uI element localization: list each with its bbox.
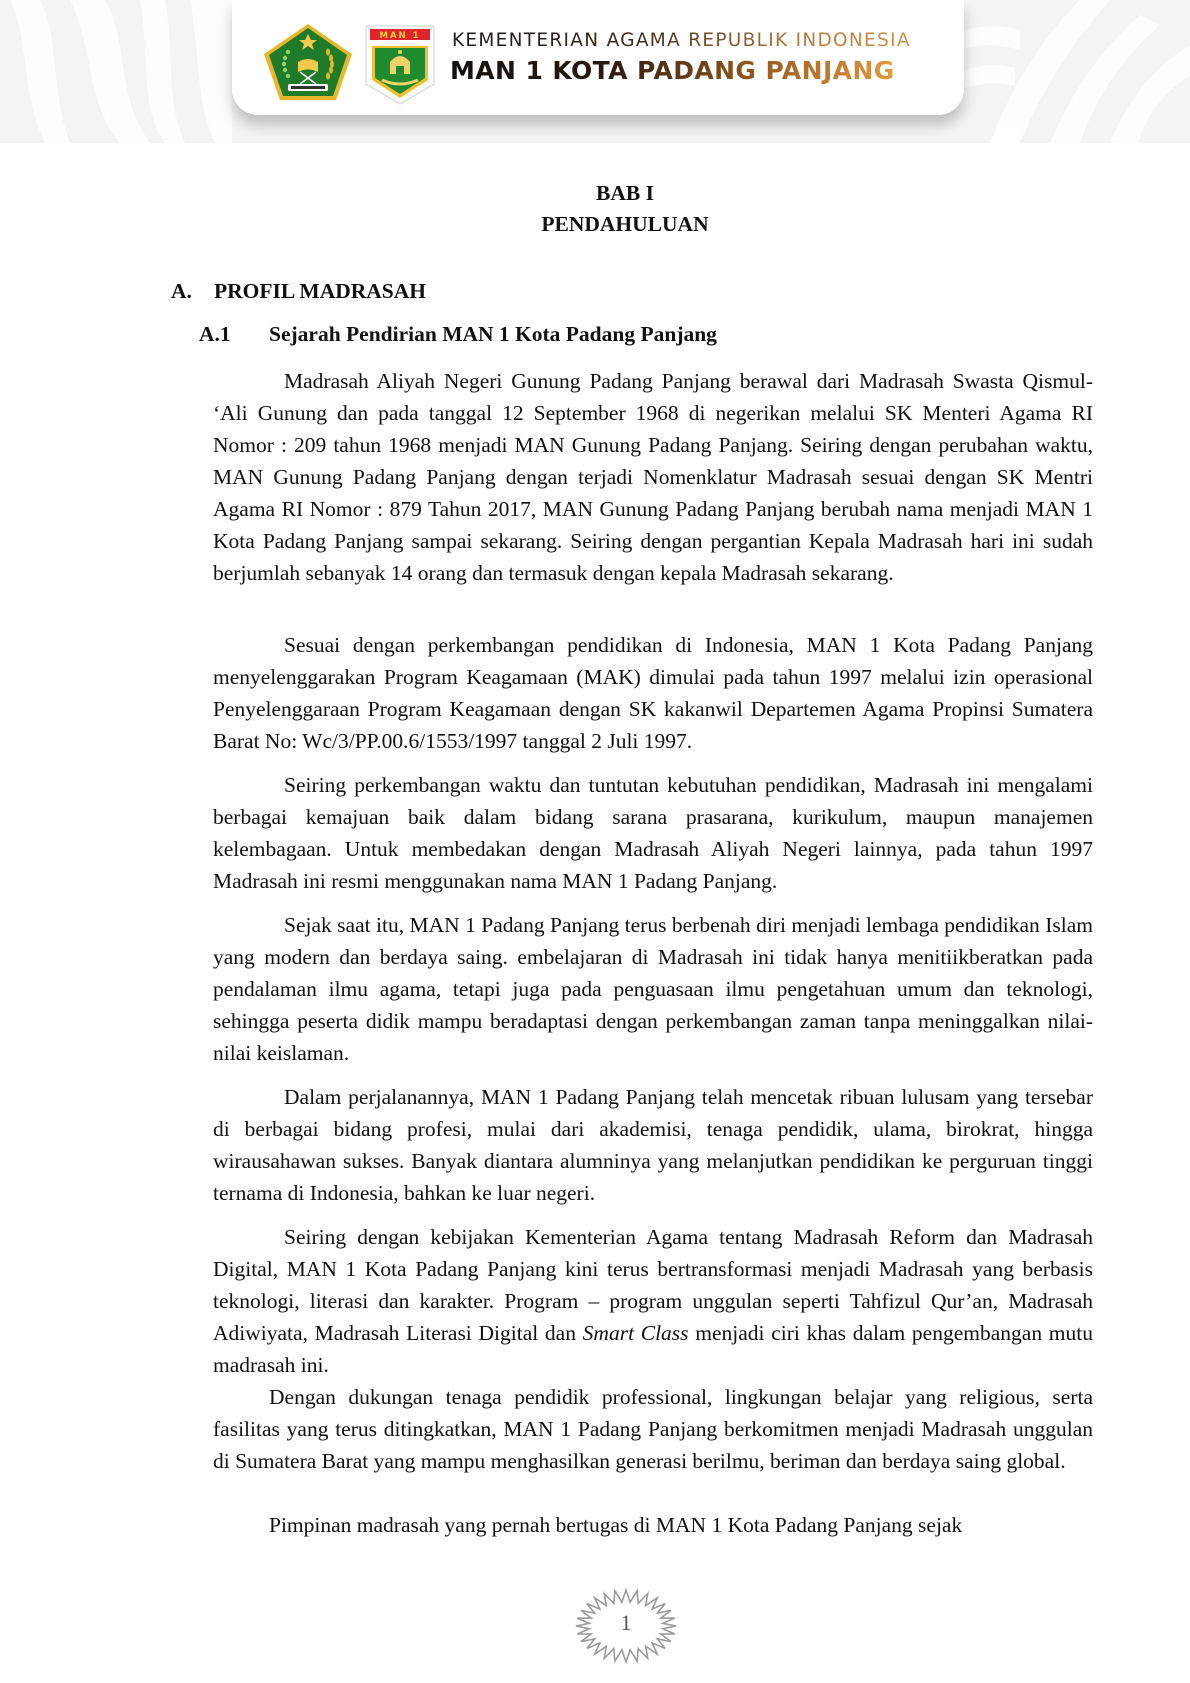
- section-number: A.: [171, 279, 192, 303]
- section-heading: [171, 279, 426, 304]
- paragraph: [213, 1221, 1093, 1381]
- man1-emblem-icon: [362, 22, 438, 106]
- subsection-heading: [199, 322, 717, 347]
- paragraph: [213, 365, 1093, 589]
- section-title: PROFIL MADRASAH: [214, 279, 427, 303]
- paragraph-text: menjadi ciri khas dalam pengembangan mutu madrasah ini.: [213, 1321, 1093, 1377]
- svg-text:MAN 1: MAN 1: [379, 31, 421, 41]
- paragraph-text: Sejak saat itu, MAN 1 Padang Panjang terus berbenah diri menjadi lembaga pendidikan Islam yang modern dan berdaya saing. embelajaran di Madrasah ini tidak hanya menitiikberatkan pada pendalaman ilmu agama, tetapi juga pada penguasaan ilmu pengetahuan umum dan teknologi, sehingga peserta didik mampu beradaptasi dengan perkembangan zaman tanpa meninggalkan nilai-nilai keislaman.: [213, 913, 1093, 1065]
- page-number: 1: [620, 1610, 632, 1635]
- paragraph: [213, 1509, 1093, 1541]
- paragraph-text: Dengan dukungan tenaga pendidik professional, lingkungan belajar yang religious, serta fasilitas yang terus ditingkatkan, MAN 1 Padang Panjang berkomitmen menjadi Madrasah unggulan di Sumatera Barat yang mampu menghasilkan generasi berilmu, beriman dan berdaya saing global.: [213, 1385, 1093, 1473]
- ministry-name: KEMENTERIAN AGAMA REPUBLIK INDONESIA: [452, 30, 911, 51]
- paragraph: [213, 1081, 1093, 1209]
- paragraph-text: Sesuai dengan perkembangan pendidikan di Indonesia, MAN 1 Kota Padang Panjang menyelenggarakan Program Keagamaan (MAK) dimulai pada tahun 1997 melalui izin operasional Penyelenggaraan Program Keagamaan dengan SK kakanwil Departemen Agama Propinsi Sumatera Barat No: Wc/3/PP.00.6/1553/1997 tanggal 2 Juli 1997.: [213, 633, 1093, 753]
- school-name: MAN 1 KOTA PADANG PANJANG: [450, 56, 895, 85]
- paragraph: [213, 909, 1093, 1069]
- subsection-title: Sejarah Pendirian MAN 1 Kota Padang Panjang: [269, 322, 717, 346]
- subsection-number: A.1: [199, 322, 231, 346]
- paragraph: [213, 629, 1093, 757]
- chapter-title: PENDAHULUAN: [541, 212, 709, 236]
- paragraph-text: Dalam perjalanannya, MAN 1 Padang Panjang telah mencetak ribuan lulusam yang tersebar di berbagai bidang profesi, mulai dari akademisi, tenaga pendidik, ulama, birokrat, hingga wirausahawan sukses. Banyak diantara alumninya yang melanjutkan pendidikan ke perguruan tinggi ternama di Indonesia, bahkan ke luar negeri.: [213, 1085, 1093, 1205]
- paragraph-text: Pimpinan madrasah yang pernah bertugas di MAN 1 Kota Padang Panjang sejak: [269, 1513, 963, 1537]
- page-number-badge: [574, 1588, 678, 1664]
- chapter-number: BAB I: [596, 181, 654, 205]
- paragraph-text: Seiring dengan kebijakan Kementerian Agama tentang Madrasah Reform dan Madrasah Digital, MAN 1 Kota Padang Panjang kini terus bertransformasi menjadi Madrasah yang berbasis teknologi, literasi dan karakter. Program – program unggulan seperti Tahfizul Qur’an, Madrasah Adiwiyata, Madrasah Literasi Digital dan: [213, 1225, 1093, 1345]
- kemenag-emblem-icon: [262, 22, 354, 102]
- paragraph-text: Madrasah Aliyah Negeri Gunung Padang Panjang berawal dari Madrasah Swasta Qismul- ‘Ali Gunung dan pada tanggal 12 September 1968 di negerikan melalui SK Menteri Agama RI Nomor : 209 tahun 1968 menjadi MAN Gunung Padang Panjang. Seiring dengan perubahan waktu, MAN Gunung Padang Panjang dengan terjadi Nomenklatur Madrasah sesuai dengan SK Mentri Agama RI Nomor : 879 Tahun 2017, MAN Gunung Padang Panjang berubah nama menjadi MAN 1 Kota Padang Panjang sampai sekarang. Seiring dengan pergantian Kepala Madrasah hari ini sudah berjumlah sebanyak 14 orang dan termasuk dengan kepala Madrasah sekarang.: [213, 369, 1093, 585]
- paragraph: [213, 769, 1093, 897]
- letterhead-banner: [0, 0, 1190, 143]
- paragraph: [213, 1381, 1093, 1477]
- italic-term: Smart Class: [582, 1321, 689, 1345]
- paragraph-text: Seiring perkembangan waktu dan tuntutan kebutuhan pendidikan, Madrasah ini mengalami berbagai kemajuan baik dalam bidang sarana prasarana, kurikulum, maupun manajemen kelembagaan. Untuk membedakan dengan Madrasah Aliyah Negeri lainnya, pada tahun 1997 Madrasah ini resmi menggunakan nama MAN 1 Padang Panjang.: [213, 773, 1093, 893]
